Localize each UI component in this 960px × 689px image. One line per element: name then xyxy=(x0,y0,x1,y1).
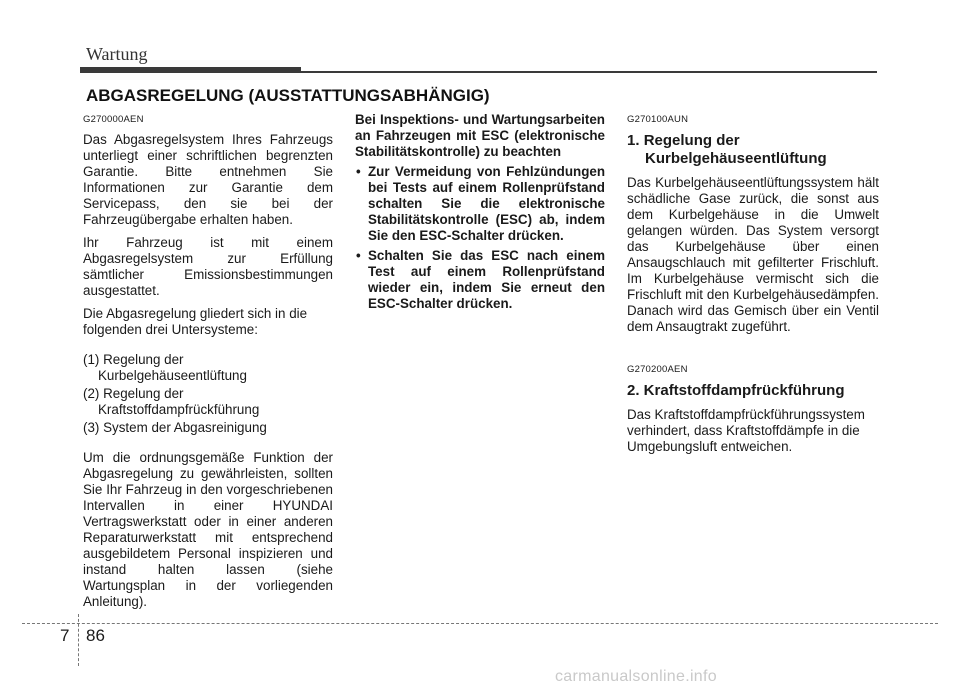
section-title: ABGASREGELUNG (AUSSTATTUNGSABHÄNGIG) xyxy=(86,86,490,105)
paragraph-subsystems-intro: Die Abgasregelung gliedert sich in die folgenden drei Untersysteme: xyxy=(83,306,308,337)
bullet-icon: • xyxy=(356,164,361,179)
subsection-heading-crankcase xyxy=(627,132,879,168)
list-item xyxy=(355,248,605,312)
paragraph-warranty: Das Abgasregelsystem Ihres Fahrzeugs unterliegt einer schriftlichen begrenzten Garantie. Bitte entnehmen Sie Informationen zur Garantie dem Servicepass, den sie bei der Fahrzeugübergabe erhalten haben. xyxy=(83,132,333,227)
bullet-text: Zur Vermeidung von Fehlzündungen bei Tests auf einem Rollenprüfstand schalten Sie die elektronische Stabilitätskontrolle (ESC) ab, indem Sie den ESC-Schalter drücken. xyxy=(368,164,605,243)
footer-vertical-divider xyxy=(78,614,79,666)
paragraph-fuel-vapor: Das Kraftstoffdampfrückführungssystem verhindert, dass Kraftstoffdämpfe in die Umgebungsluft entweichen. xyxy=(627,407,865,454)
column-2 xyxy=(355,112,605,316)
list-item: (2) Regelung der Kraftstoffdampfrückführung xyxy=(83,386,260,417)
esc-heading: Bei Inspektions- und Wartungsarbeiten an Fahrzeugen mit ESC (elektronische Stabilitätskontrolle) zu beachten xyxy=(355,112,605,159)
subsection-title-line2: Kurbelgehäuseentlüftung xyxy=(645,150,827,167)
subsection-number: 1. xyxy=(627,132,640,149)
esc-bullet-list xyxy=(355,164,605,312)
section-number: 7 xyxy=(60,626,70,645)
list-item: (3) System der Abgasreinigung xyxy=(83,420,267,435)
column-3 xyxy=(627,112,879,462)
reference-code: G270200AEN xyxy=(627,364,688,375)
paragraph-crankcase: Das Kurbelgehäuseentlüftungssystem hält schädliche Gase zurück, die sonst aus dem Kurbelgehäuse in die Umwelt gelangen würden. Das System versorgt das Kurbelgehäuse über einen Ansaugschlauch mit gefilterter Frischluft. Im Kurbelgehäuse vermischt sich die Frischluft mit den Kurbelgehäusedämpfen. Danach wird das Gemisch über ein Ventil dem Ansaugtrakt zugeführt. xyxy=(627,175,879,334)
subsection-title: Regelung der xyxy=(643,132,740,149)
watermark: carmanualsonline.info xyxy=(555,668,717,685)
bullet-icon: • xyxy=(356,248,361,263)
list-item xyxy=(355,164,605,244)
footer-divider xyxy=(22,623,938,624)
subsystem-list xyxy=(83,352,333,436)
subsection-heading-fuel-vapor: 2. Kraftstoffdampfrückführung xyxy=(627,382,845,399)
page-number: 86 xyxy=(86,626,105,645)
reference-code: G270100AUN xyxy=(627,114,689,125)
reference-code: G270000AEN xyxy=(83,114,144,125)
paragraph-system: Ihr Fahrzeug ist mit einem Abgasregelsystem zur Erfüllung sämtlicher Emissionsbestimmungen ausgestattet. xyxy=(83,235,333,298)
paragraph-maintenance: Um die ordnungsgemäße Funktion der Abgasregelung zu gewährleisten, sollten Sie Ihr Fahrzeug in den vorgeschriebenen Intervallen in einer HYUNDAI Vertragswerkstatt oder in einer anderen Reparaturwerkstatt mit entsprechend ausgebildetem Personal inspizieren und instand halten lassen (siehe Wartungsplan in der vorliegenden Anleitung). xyxy=(83,450,333,609)
header-title: Wartung xyxy=(86,44,148,64)
column-1 xyxy=(83,112,333,617)
header-rule-thin xyxy=(301,71,877,73)
header-rule-thick xyxy=(80,67,301,73)
list-item: (1) Regelung der Kurbelgehäuseentlüftung xyxy=(83,352,247,383)
bullet-text: Schalten Sie das ESC nach einem Test auf einem Rollenprüfstand wieder ein, indem Sie erneut den ESC-Schalter drücken. xyxy=(368,248,605,311)
